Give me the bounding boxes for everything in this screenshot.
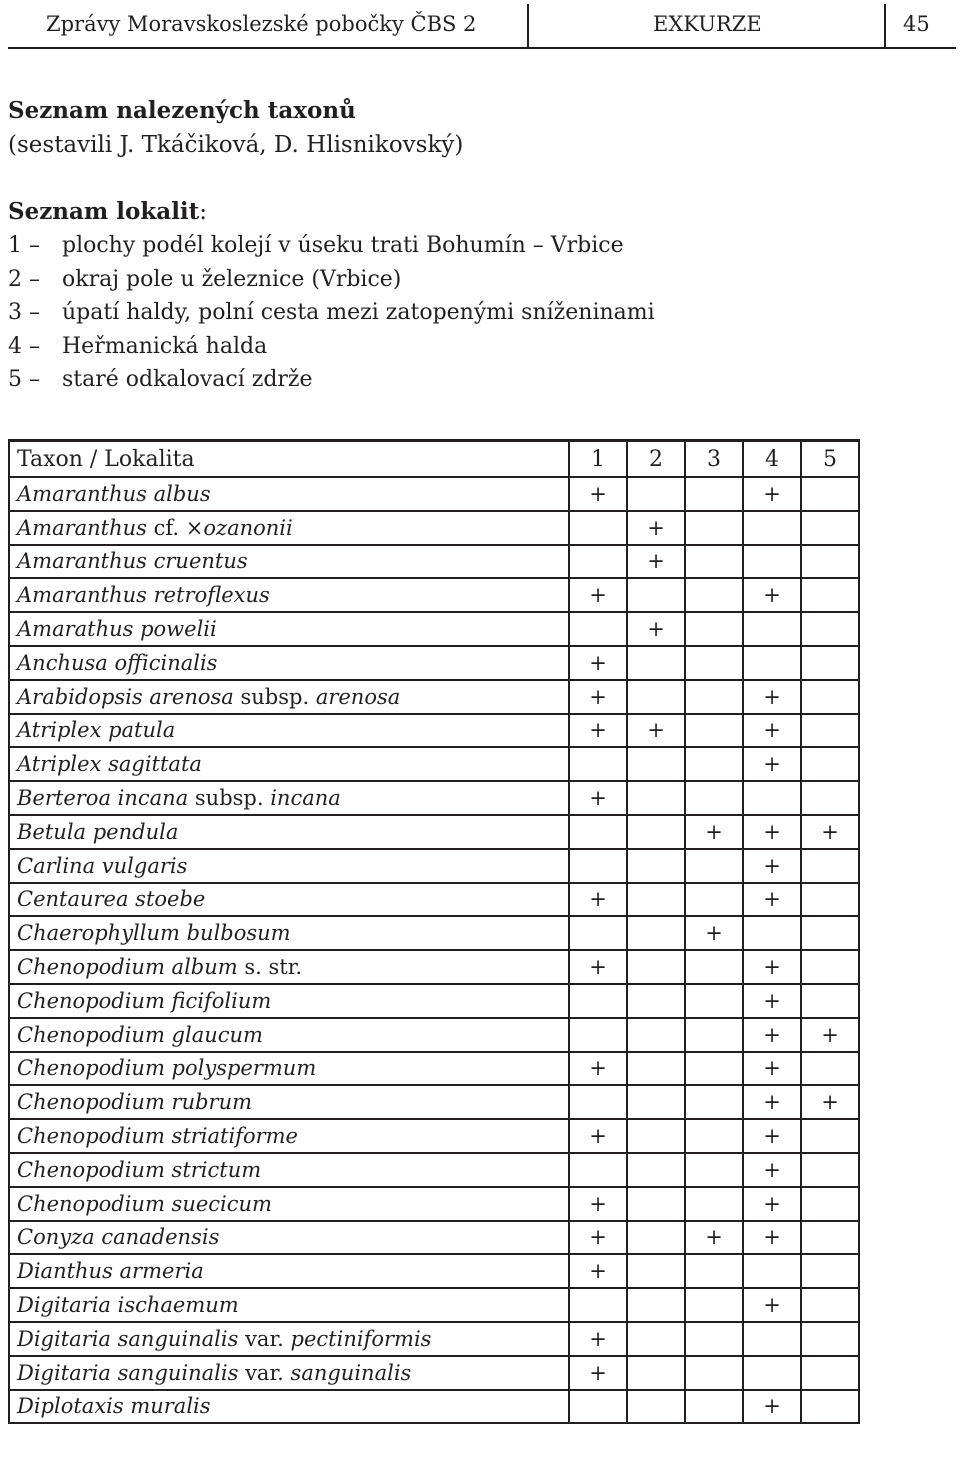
taxon-name-cell <box>9 849 569 883</box>
presence-cell <box>801 1187 859 1221</box>
presence-cell <box>685 747 743 781</box>
taxon-name-cell <box>9 1085 569 1119</box>
presence-cell <box>685 984 743 1018</box>
presence-cell <box>569 916 627 950</box>
presence-cell: + <box>743 950 801 984</box>
taxon-name-italic: Carlina vulgaris <box>17 853 188 878</box>
presence-cell: + <box>743 1018 801 1052</box>
locality-item <box>8 363 655 397</box>
presence-cell <box>801 916 859 950</box>
presence-cell: + <box>569 950 627 984</box>
taxon-name-rank: subsp. <box>233 684 316 709</box>
table-row <box>9 781 859 815</box>
locality-text: Heřmanická halda <box>62 333 268 359</box>
table-row <box>9 1390 859 1424</box>
taxon-name-italic: Amarathus powelii <box>17 617 217 642</box>
presence-cell <box>685 680 743 714</box>
presence-cell: + <box>569 781 627 815</box>
locality-item <box>8 263 655 297</box>
table-row <box>9 916 859 950</box>
taxon-name-italic: Chenopodium rubrum <box>17 1090 253 1115</box>
taxon-name-cell <box>9 1187 569 1221</box>
taxon-name-cell <box>9 680 569 714</box>
presence-cell <box>627 1390 685 1424</box>
taxon-name-cell <box>9 1153 569 1187</box>
presence-cell <box>685 612 743 646</box>
taxon-name-italic: Conyza canadensis <box>17 1225 220 1250</box>
presence-cell <box>627 1153 685 1187</box>
table-row <box>9 1052 859 1086</box>
taxon-name-italic: Centaurea stoebe <box>17 887 206 912</box>
table-row <box>9 815 859 849</box>
table-row <box>9 984 859 1018</box>
locality-number: 4 – <box>8 333 40 359</box>
presence-cell: + <box>569 646 627 680</box>
presence-cell <box>743 781 801 815</box>
presence-cell <box>569 612 627 646</box>
taxon-name-italic: Digitaria sanguinalis <box>17 1360 239 1385</box>
section-name: EXKURZE <box>653 12 762 36</box>
presence-cell: + <box>743 477 801 511</box>
taxon-name-italic: Atriplex sagittata <box>17 752 202 777</box>
presence-cell: + <box>743 680 801 714</box>
presence-cell: + <box>801 1018 859 1052</box>
presence-cell <box>627 1356 685 1390</box>
header-divider <box>527 4 529 47</box>
taxon-name-italic: Digitaria sanguinalis <box>17 1326 239 1351</box>
presence-cell <box>569 1085 627 1119</box>
localities-heading-colon: : <box>199 199 208 225</box>
presence-cell <box>627 883 685 917</box>
presence-cell <box>685 714 743 748</box>
presence-cell <box>801 883 859 917</box>
presence-cell <box>685 1288 743 1322</box>
presence-cell <box>801 1322 859 1356</box>
presence-cell <box>627 916 685 950</box>
table-row <box>9 747 859 781</box>
presence-cell: + <box>627 545 685 579</box>
presence-cell: + <box>743 1390 801 1424</box>
presence-cell: + <box>743 1187 801 1221</box>
presence-cell <box>627 1288 685 1322</box>
presence-cell: + <box>743 815 801 849</box>
taxon-name-cell <box>9 1221 569 1255</box>
presence-cell <box>685 511 743 545</box>
presence-cell: + <box>685 815 743 849</box>
page-number: 45 <box>903 12 930 36</box>
presence-cell <box>685 545 743 579</box>
presence-cell <box>743 1322 801 1356</box>
taxon-name-cell <box>9 612 569 646</box>
taxon-name-cell <box>9 714 569 748</box>
taxon-name-italic: Chenopodium strictum <box>17 1157 262 1182</box>
table-row <box>9 1187 859 1221</box>
taxon-name-cell <box>9 511 569 545</box>
presence-cell <box>685 883 743 917</box>
presence-cell <box>801 477 859 511</box>
table-row <box>9 680 859 714</box>
presence-cell <box>627 680 685 714</box>
presence-cell <box>685 1052 743 1086</box>
presence-cell: + <box>801 815 859 849</box>
presence-cell: + <box>743 849 801 883</box>
taxon-name-cell <box>9 1390 569 1424</box>
presence-cell <box>569 815 627 849</box>
presence-cell: + <box>569 1052 627 1086</box>
table-row <box>9 511 859 545</box>
presence-cell: + <box>743 747 801 781</box>
presence-cell: + <box>627 714 685 748</box>
presence-cell <box>569 747 627 781</box>
presence-cell: + <box>743 1052 801 1086</box>
taxon-name-italic: sanguinalis <box>290 1360 412 1385</box>
presence-cell: + <box>569 1322 627 1356</box>
presence-cell <box>627 849 685 883</box>
presence-cell: + <box>743 578 801 612</box>
presence-cell <box>685 477 743 511</box>
presence-cell <box>685 1018 743 1052</box>
presence-cell <box>569 1288 627 1322</box>
taxon-name-italic: Chenopodium album <box>17 955 238 980</box>
presence-cell <box>801 1119 859 1153</box>
presence-cell <box>627 646 685 680</box>
presence-cell: + <box>743 714 801 748</box>
presence-cell <box>627 578 685 612</box>
presence-cell <box>801 1356 859 1390</box>
taxon-name-cell <box>9 1052 569 1086</box>
presence-cell <box>627 815 685 849</box>
taxon-name-cell <box>9 646 569 680</box>
presence-cell: + <box>569 883 627 917</box>
taxon-name-rank: s. str. <box>237 955 303 980</box>
presence-cell <box>743 511 801 545</box>
presence-cell <box>743 1254 801 1288</box>
presence-cell: + <box>743 1119 801 1153</box>
presence-cell <box>569 545 627 579</box>
taxon-name-cell <box>9 1288 569 1322</box>
taxon-name-cell <box>9 815 569 849</box>
presence-cell <box>627 984 685 1018</box>
locality-text: staré odkalovací zdrže <box>62 367 313 392</box>
taxon-name-italic: Chenopodium ficifolium <box>17 988 272 1013</box>
taxon-name-cell <box>9 883 569 917</box>
taxon-name-cell <box>9 984 569 1018</box>
presence-cell: + <box>685 916 743 950</box>
table-row <box>9 1288 859 1322</box>
presence-cell <box>801 612 859 646</box>
taxon-name-italic: ×ozanonii <box>185 515 293 540</box>
presence-cell <box>627 1322 685 1356</box>
taxon-name-cell <box>9 545 569 579</box>
table-row <box>9 612 859 646</box>
presence-cell <box>627 477 685 511</box>
locality-item <box>8 296 655 330</box>
presence-cell: + <box>569 578 627 612</box>
presence-cell <box>801 578 859 612</box>
table-row <box>9 646 859 680</box>
presence-cell <box>685 1254 743 1288</box>
taxon-name-cell <box>9 781 569 815</box>
taxon-name-cell <box>9 578 569 612</box>
presence-cell <box>801 680 859 714</box>
taxon-name-rank: var. <box>238 1326 291 1351</box>
presence-cell <box>801 545 859 579</box>
locality-text: okraj pole u železnice (Vrbice) <box>62 266 402 292</box>
localities-list <box>8 229 655 397</box>
presence-cell <box>801 1221 859 1255</box>
presence-cell <box>685 578 743 612</box>
presence-cell: + <box>569 1119 627 1153</box>
locality-column-header: 5 <box>801 441 859 478</box>
presence-cell: + <box>569 1356 627 1390</box>
taxa-table-body <box>9 477 859 1423</box>
taxon-name-italic: incana <box>270 786 341 811</box>
locality-number: 3 – <box>8 300 40 325</box>
table-header-row <box>9 441 859 478</box>
taxon-name-rank: cf. <box>146 515 186 540</box>
presence-cell <box>801 849 859 883</box>
presence-cell: + <box>627 511 685 545</box>
presence-cell: + <box>743 1221 801 1255</box>
taxon-column-header: Taxon / Lokalita <box>9 441 569 478</box>
locality-column-header: 2 <box>627 441 685 478</box>
table-row <box>9 1221 859 1255</box>
taxon-name-italic: Chenopodium striatiforme <box>17 1124 298 1149</box>
presence-cell: + <box>743 984 801 1018</box>
locality-number: 2 – <box>8 266 40 292</box>
taxon-name-rank: subsp. <box>188 786 271 811</box>
presence-cell <box>685 849 743 883</box>
presence-cell <box>685 1085 743 1119</box>
presence-cell: + <box>743 1085 801 1119</box>
presence-cell <box>569 511 627 545</box>
table-row <box>9 849 859 883</box>
journal-title: Zprávy Moravskoslezské pobočky ČBS 2 <box>46 12 477 36</box>
presence-cell: + <box>627 612 685 646</box>
locality-item <box>8 330 655 364</box>
taxon-name-italic: Dianthus armeria <box>17 1259 204 1284</box>
presence-cell: + <box>569 1254 627 1288</box>
taxon-name-italic: Diplotaxis muralis <box>17 1394 211 1419</box>
taxon-name-cell <box>9 747 569 781</box>
header-divider <box>884 4 886 47</box>
taxon-name-italic: Arabidopsis arenosa <box>17 684 234 709</box>
presence-cell <box>743 916 801 950</box>
table-row <box>9 1119 859 1153</box>
presence-cell: + <box>569 1221 627 1255</box>
presence-cell <box>627 1119 685 1153</box>
presence-cell: + <box>801 1085 859 1119</box>
presence-cell <box>801 1254 859 1288</box>
table-row <box>9 477 859 511</box>
presence-cell <box>685 646 743 680</box>
presence-cell <box>801 511 859 545</box>
presence-cell <box>627 1085 685 1119</box>
table-row <box>9 714 859 748</box>
locality-text: plochy podél kolejí v úseku trati Bohumín – Vrbice <box>62 233 624 258</box>
table-row <box>9 545 859 579</box>
table-row <box>9 883 859 917</box>
presence-cell: + <box>569 714 627 748</box>
taxon-name-cell <box>9 1322 569 1356</box>
taxon-name-cell <box>9 916 569 950</box>
taxon-name-cell <box>9 1356 569 1390</box>
presence-cell <box>569 1018 627 1052</box>
taxa-list-title: Seznam nalezených taxonů <box>8 97 356 124</box>
presence-cell <box>569 1390 627 1424</box>
presence-cell <box>801 714 859 748</box>
presence-cell <box>627 747 685 781</box>
presence-cell <box>801 747 859 781</box>
presence-cell <box>627 1018 685 1052</box>
locality-column-header: 3 <box>685 441 743 478</box>
locality-text: úpatí haldy, polní cesta mezi zatopenými sníženinami <box>62 300 655 325</box>
presence-cell <box>685 1390 743 1424</box>
table-row <box>9 1356 859 1390</box>
presence-cell <box>801 781 859 815</box>
presence-cell <box>685 1356 743 1390</box>
table-row <box>9 1322 859 1356</box>
presence-cell <box>743 545 801 579</box>
presence-cell <box>627 1052 685 1086</box>
presence-cell: + <box>743 883 801 917</box>
taxon-name-cell <box>9 477 569 511</box>
presence-cell <box>685 1322 743 1356</box>
table-row <box>9 1085 859 1119</box>
taxon-name-italic: Atriplex patula <box>17 718 176 743</box>
presence-cell <box>685 1187 743 1221</box>
presence-cell <box>569 1153 627 1187</box>
taxon-name-italic: Amaranthus cruentus <box>17 549 248 574</box>
presence-cell <box>743 612 801 646</box>
presence-cell: + <box>569 477 627 511</box>
taxa-table <box>8 439 860 1424</box>
presence-cell <box>685 1153 743 1187</box>
table-row <box>9 950 859 984</box>
taxon-name-italic: Chaerophyllum bulbosum <box>17 921 291 946</box>
localities-heading-text: Seznam lokalit <box>8 198 200 225</box>
presence-cell <box>801 950 859 984</box>
presence-cell <box>569 984 627 1018</box>
presence-cell <box>685 950 743 984</box>
authors-line: (sestavili J. Tkáčiková, D. Hlisnikovský) <box>8 132 464 158</box>
presence-cell <box>627 1221 685 1255</box>
taxon-name-italic: Amaranthus albus <box>17 481 211 506</box>
presence-cell <box>801 1052 859 1086</box>
presence-cell <box>685 1119 743 1153</box>
taxon-name-italic: Amaranthus retroflexus <box>17 583 270 608</box>
locality-column-header: 4 <box>743 441 801 478</box>
taxon-name-italic: Amaranthus <box>17 515 147 540</box>
presence-cell <box>627 1187 685 1221</box>
presence-cell: + <box>743 1153 801 1187</box>
taxon-name-italic: Berteroa incana <box>17 786 189 811</box>
taxon-name-italic: Chenopodium glaucum <box>17 1022 263 1047</box>
locality-column-header: 1 <box>569 441 627 478</box>
taxon-name-italic: Chenopodium suecicum <box>17 1191 272 1216</box>
presence-cell: + <box>685 1221 743 1255</box>
presence-cell <box>569 849 627 883</box>
taxon-name-italic: Digitaria ischaemum <box>17 1293 239 1318</box>
presence-cell <box>627 1254 685 1288</box>
taxon-name-italic: Anchusa officinalis <box>17 650 218 675</box>
table-row <box>9 1254 859 1288</box>
taxon-name-cell <box>9 1254 569 1288</box>
presence-cell <box>743 1356 801 1390</box>
presence-cell <box>627 781 685 815</box>
table-row <box>9 1018 859 1052</box>
presence-cell <box>801 646 859 680</box>
taxon-name-cell <box>9 950 569 984</box>
taxon-name-rank: var. <box>238 1360 291 1385</box>
table-row <box>9 1153 859 1187</box>
presence-cell <box>801 1153 859 1187</box>
taxon-name-italic: Chenopodium polyspermum <box>17 1056 317 1081</box>
presence-cell <box>743 646 801 680</box>
locality-number: 1 – <box>8 233 40 258</box>
taxon-name-cell <box>9 1018 569 1052</box>
taxon-name-italic: pectiniformis <box>290 1326 432 1351</box>
presence-cell <box>801 1390 859 1424</box>
presence-cell <box>801 1288 859 1322</box>
presence-cell <box>627 950 685 984</box>
table-row <box>9 578 859 612</box>
taxon-name-italic: arenosa <box>315 684 401 709</box>
presence-cell: + <box>569 680 627 714</box>
presence-cell: + <box>569 1187 627 1221</box>
presence-cell <box>685 781 743 815</box>
locality-item <box>8 229 655 263</box>
presence-cell <box>801 984 859 1018</box>
taxon-name-italic: Betula pendula <box>17 819 179 844</box>
running-header <box>8 0 956 49</box>
presence-cell: + <box>743 1288 801 1322</box>
locality-number: 5 – <box>8 367 40 392</box>
localities-heading <box>8 197 207 227</box>
taxon-name-cell <box>9 1119 569 1153</box>
